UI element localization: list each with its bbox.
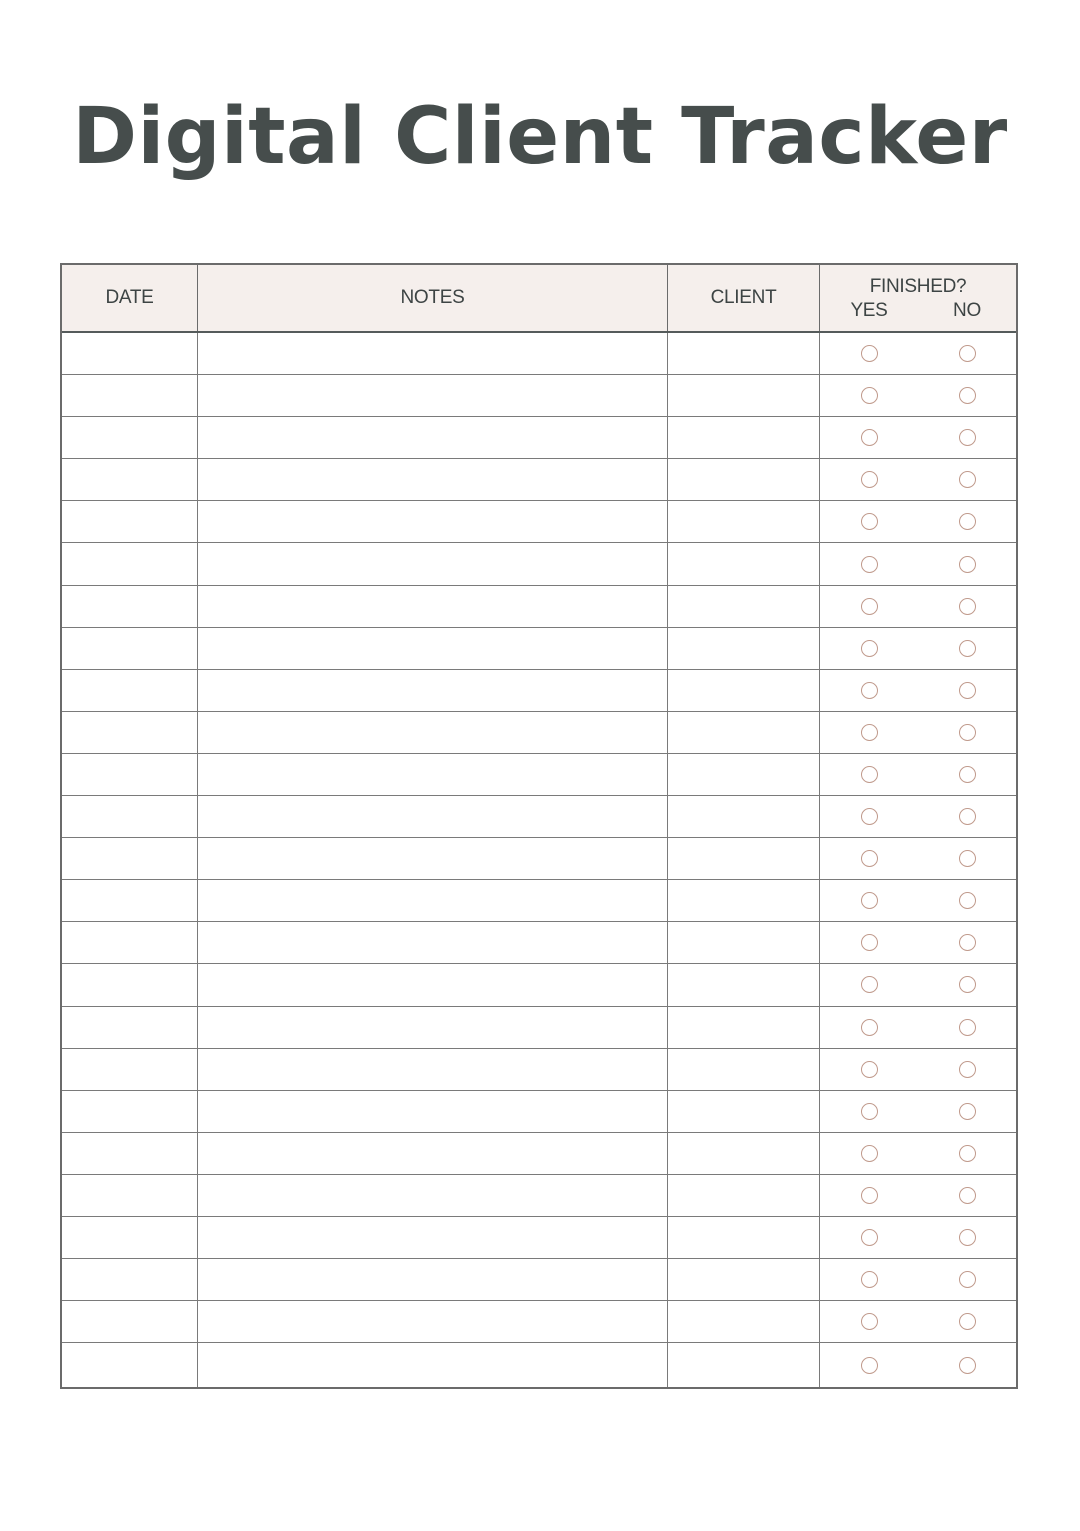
notes-cell[interactable] <box>198 1133 668 1174</box>
table-row <box>62 375 1016 417</box>
date-cell[interactable] <box>62 628 198 669</box>
notes-cell[interactable] <box>198 501 668 542</box>
notes-cell[interactable] <box>198 375 668 416</box>
no-option <box>918 892 1016 909</box>
table-row <box>62 586 1016 628</box>
date-cell[interactable] <box>62 333 198 374</box>
finished-cell <box>820 838 1016 879</box>
no-radio-button[interactable] <box>959 1019 976 1036</box>
no-radio-button[interactable] <box>959 892 976 909</box>
notes-cell[interactable] <box>198 1007 668 1048</box>
yes-option <box>820 387 918 404</box>
date-cell[interactable] <box>62 754 198 795</box>
date-cell[interactable] <box>62 1301 198 1342</box>
no-option <box>918 1357 1016 1374</box>
date-cell[interactable] <box>62 796 198 837</box>
yes-option <box>820 682 918 699</box>
no-option <box>918 1145 1016 1162</box>
yes-option <box>820 429 918 446</box>
notes-cell[interactable] <box>198 417 668 458</box>
client-cell[interactable] <box>668 501 820 542</box>
client-cell[interactable] <box>668 796 820 837</box>
table-row <box>62 417 1016 459</box>
client-cell[interactable] <box>668 1343 820 1387</box>
yes-radio-button[interactable] <box>861 1357 878 1374</box>
table-row <box>62 333 1016 375</box>
finished-cell <box>820 1049 1016 1090</box>
no-radio-button[interactable] <box>959 640 976 657</box>
yes-option <box>820 1357 918 1374</box>
no-option <box>918 1019 1016 1036</box>
notes-cell[interactable] <box>198 459 668 500</box>
yes-radio-button[interactable] <box>861 1229 878 1246</box>
notes-cell[interactable] <box>198 1175 668 1216</box>
no-option <box>918 1229 1016 1246</box>
date-cell[interactable] <box>62 670 198 711</box>
table-row <box>62 754 1016 796</box>
finished-cell <box>820 628 1016 669</box>
yes-radio-button[interactable] <box>861 598 878 615</box>
no-option <box>918 682 1016 699</box>
table-row <box>62 1175 1016 1217</box>
finished-cell <box>820 880 1016 921</box>
yes-radio-button[interactable] <box>861 429 878 446</box>
no-radio-button[interactable] <box>959 429 976 446</box>
yes-option <box>820 598 918 615</box>
notes-cell[interactable] <box>198 1343 668 1387</box>
yes-option <box>820 1229 918 1246</box>
finished-cell <box>820 375 1016 416</box>
table-row <box>62 712 1016 754</box>
no-option <box>918 1271 1016 1288</box>
table-row <box>62 1007 1016 1049</box>
finished-cell <box>820 922 1016 963</box>
yes-radio-button[interactable] <box>861 1145 878 1162</box>
no-option <box>918 808 1016 825</box>
notes-cell[interactable] <box>198 796 668 837</box>
notes-cell[interactable] <box>198 922 668 963</box>
client-cell[interactable] <box>668 543 820 584</box>
finished-cell <box>820 670 1016 711</box>
date-cell[interactable] <box>62 1175 198 1216</box>
finished-cell <box>820 459 1016 500</box>
client-cell[interactable] <box>668 712 820 753</box>
notes-cell[interactable] <box>198 1091 668 1132</box>
finished-cell <box>820 1217 1016 1258</box>
notes-cell[interactable] <box>198 838 668 879</box>
finished-options <box>820 299 1016 323</box>
column-header-client: CLIENT <box>668 265 820 331</box>
no-radio-button[interactable] <box>959 598 976 615</box>
no-radio-button[interactable] <box>959 345 976 362</box>
client-cell[interactable] <box>668 333 820 374</box>
table-row <box>62 543 1016 585</box>
notes-cell[interactable] <box>198 964 668 1005</box>
client-cell[interactable] <box>668 586 820 627</box>
client-cell[interactable] <box>668 1049 820 1090</box>
client-cell[interactable] <box>668 459 820 500</box>
date-cell[interactable] <box>62 838 198 879</box>
no-option <box>918 640 1016 657</box>
no-radio-button[interactable] <box>959 724 976 741</box>
no-option <box>918 724 1016 741</box>
notes-cell[interactable] <box>198 712 668 753</box>
finished-cell <box>820 543 1016 584</box>
yes-option <box>820 1103 918 1120</box>
yes-radio-button[interactable] <box>861 808 878 825</box>
client-cell[interactable] <box>668 964 820 1005</box>
no-option <box>918 934 1016 951</box>
page-title: Digital Client Tracker <box>72 92 1008 182</box>
yes-option <box>820 934 918 951</box>
date-cell[interactable] <box>62 543 198 584</box>
finished-cell <box>820 796 1016 837</box>
table-header <box>62 265 1016 333</box>
yes-radio-button[interactable] <box>861 1187 878 1204</box>
no-option <box>918 850 1016 867</box>
finished-cell <box>820 1175 1016 1216</box>
no-option <box>918 556 1016 573</box>
finished-cell <box>820 964 1016 1005</box>
yes-option <box>820 976 918 993</box>
notes-cell[interactable] <box>198 670 668 711</box>
date-cell[interactable] <box>62 459 198 500</box>
client-cell[interactable] <box>668 1217 820 1258</box>
notes-cell[interactable] <box>198 880 668 921</box>
finished-cell <box>820 501 1016 542</box>
no-radio-button[interactable] <box>959 1061 976 1078</box>
notes-cell[interactable] <box>198 1217 668 1258</box>
yes-option <box>820 808 918 825</box>
no-radio-button[interactable] <box>959 808 976 825</box>
table-row <box>62 1301 1016 1343</box>
yes-radio-button[interactable] <box>861 1313 878 1330</box>
table-row <box>62 796 1016 838</box>
yes-radio-button[interactable] <box>861 513 878 530</box>
date-cell[interactable] <box>62 586 198 627</box>
no-radio-button[interactable] <box>959 1271 976 1288</box>
yes-option <box>820 556 918 573</box>
date-cell[interactable] <box>62 1259 198 1300</box>
date-cell[interactable] <box>62 417 198 458</box>
yes-option <box>820 513 918 530</box>
notes-cell[interactable] <box>198 754 668 795</box>
no-radio-button[interactable] <box>959 1229 976 1246</box>
client-cell[interactable] <box>668 1007 820 1048</box>
finished-cell <box>820 754 1016 795</box>
finished-cell <box>820 1301 1016 1342</box>
notes-cell[interactable] <box>198 1301 668 1342</box>
notes-cell[interactable] <box>198 628 668 669</box>
table-row <box>62 964 1016 1006</box>
client-cell[interactable] <box>668 1133 820 1174</box>
no-option <box>918 345 1016 362</box>
no-radio-button[interactable] <box>959 1187 976 1204</box>
no-radio-button[interactable] <box>959 1145 976 1162</box>
table-row <box>62 838 1016 880</box>
date-cell[interactable] <box>62 880 198 921</box>
table-row <box>62 501 1016 543</box>
yes-radio-button[interactable] <box>861 640 878 657</box>
date-cell[interactable] <box>62 922 198 963</box>
client-cell[interactable] <box>668 375 820 416</box>
no-option <box>918 1313 1016 1330</box>
finished-label: FINISHED? <box>869 276 967 297</box>
no-radio-button[interactable] <box>959 387 976 404</box>
no-radio-button[interactable] <box>959 682 976 699</box>
client-cell[interactable] <box>668 628 820 669</box>
table-row <box>62 1091 1016 1133</box>
yes-radio-button[interactable] <box>861 387 878 404</box>
table-row <box>62 1217 1016 1259</box>
no-option <box>918 1103 1016 1120</box>
date-cell[interactable] <box>62 501 198 542</box>
no-radio-button[interactable] <box>959 766 976 783</box>
table-row <box>62 880 1016 922</box>
column-header-date: DATE <box>62 265 198 331</box>
table-row <box>62 670 1016 712</box>
yes-radio-button[interactable] <box>861 850 878 867</box>
no-option <box>918 1187 1016 1204</box>
yes-radio-button[interactable] <box>861 345 878 362</box>
client-cell[interactable] <box>668 417 820 458</box>
table-row <box>62 1133 1016 1175</box>
yes-label: YES <box>850 300 888 321</box>
client-cell[interactable] <box>668 1091 820 1132</box>
yes-option <box>820 1019 918 1036</box>
finished-cell <box>820 586 1016 627</box>
client-cell[interactable] <box>668 880 820 921</box>
no-radio-button[interactable] <box>959 1103 976 1120</box>
yes-option <box>820 724 918 741</box>
no-option <box>918 513 1016 530</box>
no-radio-button[interactable] <box>959 556 976 573</box>
yes-option <box>820 1313 918 1330</box>
no-option <box>918 766 1016 783</box>
no-radio-button[interactable] <box>959 513 976 530</box>
finished-cell <box>820 1133 1016 1174</box>
no-option <box>918 1061 1016 1078</box>
yes-option <box>820 892 918 909</box>
client-cell[interactable] <box>668 838 820 879</box>
yes-radio-button[interactable] <box>861 892 878 909</box>
table-row <box>62 628 1016 670</box>
table-body <box>62 333 1016 1387</box>
no-radio-button[interactable] <box>959 850 976 867</box>
client-tracker-table <box>60 263 1018 1389</box>
yes-option <box>820 1187 918 1204</box>
client-cell[interactable] <box>668 1301 820 1342</box>
yes-radio-button[interactable] <box>861 766 878 783</box>
table-row <box>62 1049 1016 1091</box>
finished-cell <box>820 1259 1016 1300</box>
yes-radio-button[interactable] <box>861 1271 878 1288</box>
notes-cell[interactable] <box>198 543 668 584</box>
yes-radio-button[interactable] <box>861 724 878 741</box>
no-radio-button[interactable] <box>959 976 976 993</box>
date-cell[interactable] <box>62 712 198 753</box>
notes-cell[interactable] <box>198 586 668 627</box>
yes-radio-button[interactable] <box>861 1061 878 1078</box>
no-radio-button[interactable] <box>959 934 976 951</box>
yes-option <box>820 345 918 362</box>
finished-cell <box>820 1007 1016 1048</box>
yes-option <box>820 850 918 867</box>
no-radio-button[interactable] <box>959 1313 976 1330</box>
yes-radio-button[interactable] <box>861 682 878 699</box>
no-label: NO <box>953 300 981 321</box>
client-cell[interactable] <box>668 1175 820 1216</box>
client-cell[interactable] <box>668 754 820 795</box>
notes-cell[interactable] <box>198 333 668 374</box>
yes-option <box>820 766 918 783</box>
date-cell[interactable] <box>62 1343 198 1387</box>
finished-cell <box>820 1343 1016 1387</box>
column-header-notes: NOTES <box>198 265 668 331</box>
yes-radio-button[interactable] <box>861 556 878 573</box>
finished-cell <box>820 712 1016 753</box>
no-option <box>918 976 1016 993</box>
finished-cell <box>820 333 1016 374</box>
table-row <box>62 922 1016 964</box>
yes-radio-button[interactable] <box>861 471 878 488</box>
date-cell[interactable] <box>62 1217 198 1258</box>
yes-radio-button[interactable] <box>861 934 878 951</box>
no-radio-button[interactable] <box>959 471 976 488</box>
finished-cell <box>820 417 1016 458</box>
no-option <box>918 598 1016 615</box>
yes-option <box>820 640 918 657</box>
yes-radio-button[interactable] <box>861 1103 878 1120</box>
no-option <box>918 387 1016 404</box>
client-cell[interactable] <box>668 922 820 963</box>
yes-radio-button[interactable] <box>861 976 878 993</box>
client-cell[interactable] <box>668 1259 820 1300</box>
column-header-finished <box>820 265 1016 331</box>
date-cell[interactable] <box>62 1133 198 1174</box>
date-cell[interactable] <box>62 1091 198 1132</box>
client-cell[interactable] <box>668 670 820 711</box>
no-option <box>918 471 1016 488</box>
yes-option <box>820 1061 918 1078</box>
table-row <box>62 1343 1016 1387</box>
date-cell[interactable] <box>62 375 198 416</box>
table-row <box>62 1259 1016 1301</box>
notes-cell[interactable] <box>198 1049 668 1090</box>
date-cell[interactable] <box>62 1049 198 1090</box>
no-option <box>918 429 1016 446</box>
date-cell[interactable] <box>62 1007 198 1048</box>
notes-cell[interactable] <box>198 1259 668 1300</box>
yes-option <box>820 471 918 488</box>
finished-cell <box>820 1091 1016 1132</box>
yes-option <box>820 1145 918 1162</box>
yes-option <box>820 1271 918 1288</box>
date-cell[interactable] <box>62 964 198 1005</box>
yes-radio-button[interactable] <box>861 1019 878 1036</box>
no-radio-button[interactable] <box>959 1357 976 1374</box>
table-row <box>62 459 1016 501</box>
